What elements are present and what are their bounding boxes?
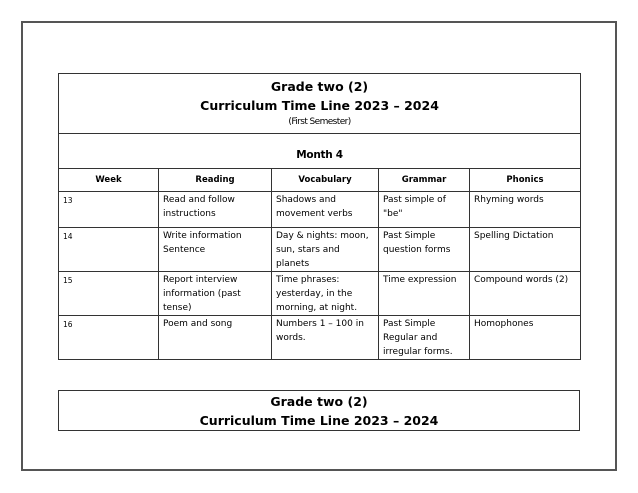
reading-cell: Read and follow instructions bbox=[159, 192, 272, 228]
table-title-cell bbox=[59, 74, 581, 134]
reading-cell: Write information Sentence bbox=[159, 228, 272, 272]
curriculum-title: Curriculum Time Line 2023 – 2024 bbox=[199, 413, 439, 428]
grade-title: Grade two (2) bbox=[270, 79, 369, 94]
table-row bbox=[59, 192, 581, 228]
week-cell: 13 bbox=[59, 192, 159, 228]
column-header-grammar: Grammar bbox=[379, 169, 470, 192]
table-row bbox=[59, 228, 581, 272]
week-cell: 16 bbox=[59, 316, 159, 360]
vocabulary-cell: Numbers 1 – 100 in words. bbox=[272, 316, 379, 360]
reading-cell: Poem and song bbox=[159, 316, 272, 360]
table-title-cell bbox=[59, 391, 580, 431]
reading-cell: Report interview information (past tense) bbox=[159, 272, 272, 316]
vocabulary-cell: Day & nights: moon, sun, stars and planets bbox=[272, 228, 379, 272]
table-row bbox=[59, 316, 581, 360]
curriculum-title: Curriculum Time Line 2023 – 2024 bbox=[200, 98, 439, 113]
grammar-cell: Past Simple question forms bbox=[379, 228, 470, 272]
table-row bbox=[59, 272, 581, 316]
grammar-cell: Time expression bbox=[379, 272, 470, 316]
grade-title: Grade two (2) bbox=[270, 394, 368, 409]
column-header-phonics: Phonics bbox=[470, 169, 581, 192]
week-cell: 15 bbox=[59, 272, 159, 316]
phonics-cell: Compound words (2) bbox=[470, 272, 581, 316]
vocabulary-cell: Shadows and movement verbs bbox=[272, 192, 379, 228]
grammar-cell: Past Simple Regular and irregular forms. bbox=[379, 316, 470, 360]
phonics-cell: Homophones bbox=[470, 316, 581, 360]
column-header-week: Week bbox=[59, 169, 159, 192]
column-header-vocabulary: Vocabulary bbox=[272, 169, 379, 192]
phonics-cell: Spelling Dictation bbox=[470, 228, 581, 272]
semester-label: (First Semester) bbox=[288, 117, 351, 127]
column-header-reading: Reading bbox=[159, 169, 272, 192]
column-header-row bbox=[59, 169, 581, 192]
curriculum-table bbox=[58, 73, 581, 360]
month-label: Month 4 bbox=[59, 134, 581, 169]
curriculum-table-continued bbox=[58, 390, 580, 431]
phonics-cell: Rhyming words bbox=[470, 192, 581, 228]
vocabulary-cell: Time phrases: yesterday, in the morning, at night. bbox=[272, 272, 379, 316]
grammar-cell: Past simple of "be" bbox=[379, 192, 470, 228]
week-cell: 14 bbox=[59, 228, 159, 272]
